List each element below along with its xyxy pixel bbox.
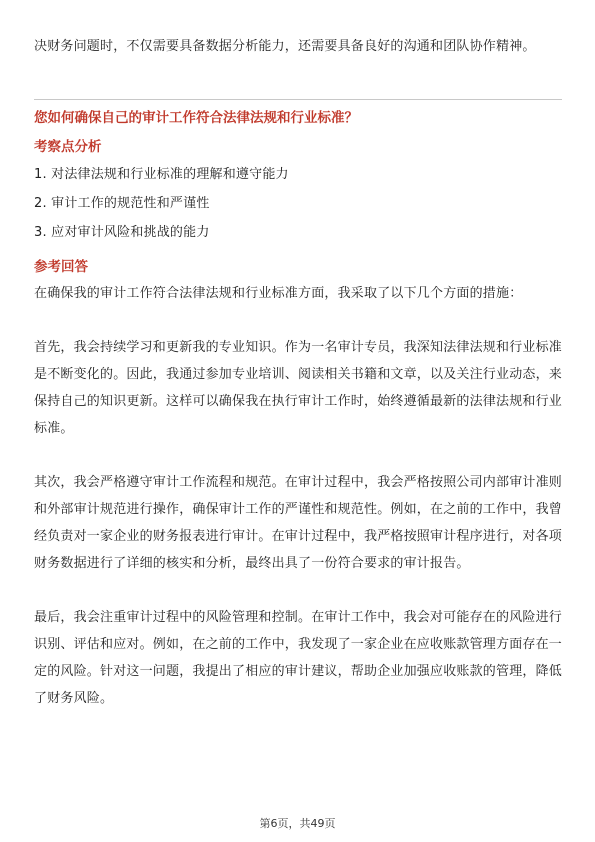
analysis-points bbox=[34, 160, 562, 247]
intro-continuation: 决财务问题时，不仅需要具备数据分析能力，还需要具备良好的沟通和团队协作精神。 bbox=[34, 39, 536, 54]
answer-paragraph: 在确保我的审计工作符合法律法规和行业标准方面，我采取了以下几个方面的措施： bbox=[34, 286, 523, 301]
analysis-point: 2. 审计工作的规范性和严谨性 bbox=[34, 196, 210, 211]
section-divider bbox=[34, 99, 562, 100]
analysis-point: 1. 对法律法规和行业标准的理解和遵守能力 bbox=[34, 167, 289, 182]
answer-body bbox=[34, 280, 562, 739]
question-title: 您如何确保自己的审计工作符合法律法规和行业标准？ bbox=[34, 110, 358, 126]
answer-paragraph: 首先，我会持续学习和更新我的专业知识。作为一名审计专员，我深知法律法规和行业标准是不断变化的。因此，我通过参加专业培训、阅读相关书籍和文章，以及关注行业动态，来保持自己的知识更新。这样可以确保我在执行审计工作时，始终遵循最新的法律法规和行业标准。 bbox=[34, 340, 563, 436]
answer-paragraph: 其次，我会严格遵守审计工作流程和规范。在审计过程中，我会严格按照公司内部审计准则和外部审计规范进行操作，确保审计工作的严谨性和规范性。例如，在之前的工作中，我曾经负责对一家企业的财务报表进行审计。在审计过程中，我严格按照审计程序进行，对各项财务数据进行了详细的核实和分析，最终出具了一份符合要求的审计报告。 bbox=[34, 475, 563, 571]
answer-heading: 参考回答 bbox=[34, 259, 88, 275]
analysis-point: 3. 应对审计风险和挑战的能力 bbox=[34, 225, 210, 240]
analysis-heading: 考察点分析 bbox=[34, 139, 102, 155]
page-number-footer: 第6页，共49页 bbox=[259, 817, 336, 830]
answer-paragraph: 最后，我会注重审计过程中的风险管理和控制。在审计工作中，我会对可能存在的风险进行识别、评估和应对。例如，在之前的工作中，我发现了一家企业在应收账款管理方面存在一定的风险。针对这一问题，我提出了相应的审计建议，帮助企业加强应收账款的管理，降低了财务风险。 bbox=[34, 610, 563, 706]
